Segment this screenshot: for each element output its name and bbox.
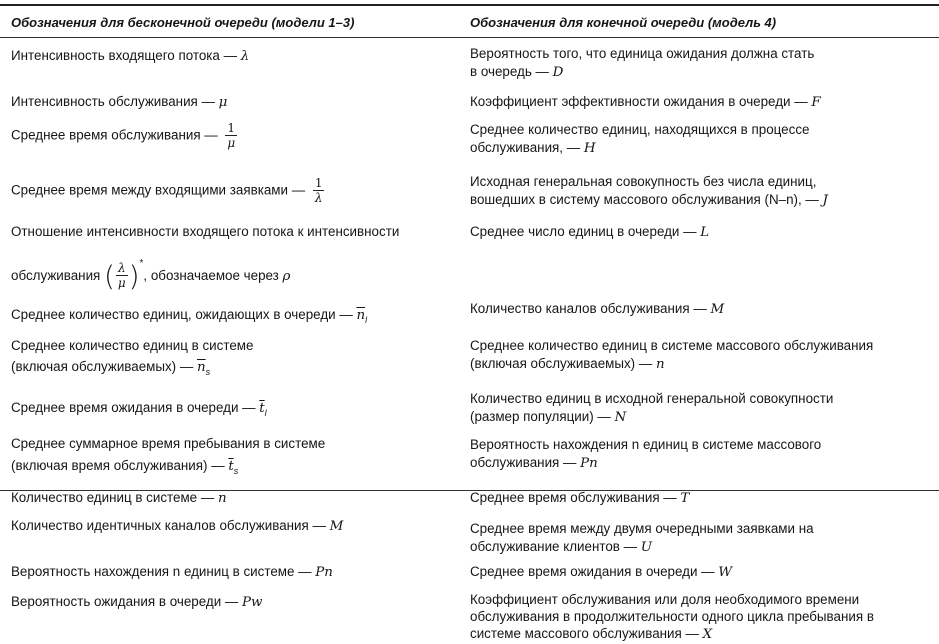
right-row-population-size-line2 xyxy=(470,408,626,427)
left-row-mean-system-units-line1: Среднее количество единиц в системе xyxy=(11,338,254,353)
row-label: (включая обслуживаемых) — xyxy=(470,356,656,371)
symbol: N xyxy=(614,410,627,425)
symbol: $\overline{n}$ xyxy=(356,308,366,323)
right-row-must-queue-line2 xyxy=(470,63,563,82)
right-row-interarrival-line2 xyxy=(470,538,652,557)
row-label: Среднее время между входящими заявками — xyxy=(11,182,309,198)
right-row-service-factor-line1: Коэффициент обслуживания или доля необходимого времени xyxy=(470,592,860,607)
row-label: обслуживание клиентов — xyxy=(470,539,641,554)
row-label: Среднее время ожидания в очереди — xyxy=(11,400,260,415)
symbol: Pw xyxy=(242,595,263,610)
symbol: W xyxy=(718,565,733,580)
row-label: Среднее число единиц в очереди — xyxy=(470,224,701,239)
left-row-mean-queue-wait xyxy=(11,399,267,422)
left-row-mean-system-units-line2 xyxy=(11,358,210,381)
fraction xyxy=(225,122,237,150)
subscript: s xyxy=(205,367,211,377)
right-row-prob-n-units-line2 xyxy=(470,454,598,473)
left-row-interarrival-time xyxy=(11,177,328,205)
row-label: Среднее время обслуживания — xyxy=(470,490,681,505)
left-row-prob-n-units xyxy=(11,563,333,582)
right-row-population-remaining-line2 xyxy=(470,191,828,210)
left-row-utilization-line1: Отношение интенсивности входящего потока к интенсивности xyxy=(11,224,400,239)
right-row-units-in-service-line1: Среднее количество единиц, находящихся в процессе xyxy=(470,122,810,137)
symbol: U xyxy=(640,540,653,555)
symbol: μ xyxy=(218,95,228,110)
fraction-numerator: 1 xyxy=(227,121,236,135)
row-label: Количество единиц в системе — xyxy=(11,490,218,505)
symbol: ρ xyxy=(282,269,291,284)
symbol: $\overline{t}$ xyxy=(228,459,234,474)
right-row-mean-system-units-line1: Среднее количество единиц в системе массового обслуживания xyxy=(470,338,874,353)
row-label: Коэффициент эффективности ожидания в очереди — xyxy=(470,94,812,109)
right-row-population-remaining-line1: Исходная генеральная совокупность без числа единиц, xyxy=(470,174,817,189)
symbol: J xyxy=(822,193,828,208)
row-label: Количество каналов обслуживания — xyxy=(470,301,711,316)
row-label: , обозначаемое через xyxy=(143,268,283,283)
left-row-service-rate xyxy=(11,93,227,112)
row-label: Среднее количество единиц, ожидающих в очереди — xyxy=(11,307,357,322)
row-label: Количество идентичных каналов обслуживания — xyxy=(11,518,330,533)
right-row-service-factor-line2: обслуживания в продолжительности одного цикла пребывания в xyxy=(470,609,874,624)
right-row-mean-queue-units xyxy=(470,223,709,242)
symbol: λ xyxy=(240,49,250,64)
symbol: M xyxy=(329,519,344,534)
row-label: обслуживания, — xyxy=(470,140,584,155)
right-row-efficiency-factor xyxy=(470,93,821,112)
right-row-mean-service-time xyxy=(470,489,689,508)
row-label: Вероятность нахождения n единиц в системе — xyxy=(11,564,316,579)
symbol: n xyxy=(217,491,227,506)
left-row-mean-queue-units xyxy=(11,306,367,329)
symbol: $\overline{n}$ xyxy=(196,360,206,375)
subscript: l xyxy=(365,315,368,325)
right-row-units-in-service-line2 xyxy=(470,139,596,158)
right-row-mean-wait xyxy=(470,563,732,582)
symbol: Pn xyxy=(580,456,598,471)
fraction-denominator: μ xyxy=(117,276,126,291)
right-row-mean-system-units-line2 xyxy=(470,355,665,374)
row-label: в очередь — xyxy=(470,64,553,79)
symbol: X xyxy=(702,627,713,642)
left-row-arrival-rate xyxy=(11,47,249,66)
right-row-service-channels xyxy=(470,300,724,319)
left-row-mean-service-time xyxy=(11,122,241,150)
left-row-units-in-system xyxy=(11,489,227,508)
symbol: n xyxy=(655,357,665,372)
left-column-header: Обозначения для бесконечной очереди (модели 1–3) xyxy=(11,15,355,30)
fraction-numerator: 1 xyxy=(314,176,323,190)
symbol: F xyxy=(811,95,821,110)
right-row-prob-n-units-line1: Вероятность нахождения n единиц в системе массового xyxy=(470,437,822,452)
row-label: системе массового обслуживания — xyxy=(470,626,703,641)
row-label: Интенсивность обслуживания — xyxy=(11,94,219,109)
row-label: Вероятность ожидания в очереди — xyxy=(11,594,243,609)
symbol: T xyxy=(680,491,690,506)
symbol: H xyxy=(583,141,596,156)
subscript: s xyxy=(233,466,239,476)
symbol: Pn xyxy=(315,565,333,580)
left-row-utilization-line2 xyxy=(11,244,290,297)
row-label: (включая обслуживаемых) — xyxy=(11,359,197,374)
right-row-must-queue-line1: Вероятность того, что единица ожидания должна стать xyxy=(470,46,815,61)
fraction-denominator: λ xyxy=(314,191,323,205)
left-row-mean-total-time-line2 xyxy=(11,457,238,480)
row-label: Среднее время обслуживания — xyxy=(11,127,222,143)
fraction xyxy=(313,177,325,205)
table-top-rule xyxy=(0,4,939,6)
fraction xyxy=(116,262,128,290)
row-label: обслуживания xyxy=(11,268,105,283)
paren-open: ( xyxy=(104,259,115,293)
symbol: D xyxy=(552,65,564,80)
fraction-denominator: μ xyxy=(227,136,236,150)
left-row-mean-total-time-line1: Среднее суммарное время пребывания в системе xyxy=(11,436,326,451)
symbol: $\overline{t}$ xyxy=(259,401,265,416)
right-row-population-size-line1: Количество единиц в исходной генеральной совокупности xyxy=(470,391,834,406)
row-label: (включая время обслуживания) — xyxy=(11,458,229,473)
symbol: L xyxy=(700,225,710,240)
row-label: вошедших в систему массового обслуживания (N–n), — xyxy=(470,192,823,207)
footnote-star: * xyxy=(139,258,144,269)
fraction-numerator: λ xyxy=(117,261,126,276)
subscript: l xyxy=(264,408,267,418)
row-label: Интенсивность входящего потока — xyxy=(11,48,241,63)
row-label: (размер популяции) — xyxy=(470,409,615,424)
right-column-header: Обозначения для конечной очереди (модель 4) xyxy=(470,15,777,30)
row-label: обслуживания — xyxy=(470,455,581,470)
symbol: M xyxy=(710,302,725,317)
header-rule xyxy=(0,37,939,38)
left-row-service-channels xyxy=(11,517,343,536)
right-row-interarrival-line1: Среднее время между двумя очередными заявками на xyxy=(470,521,814,536)
row-label: Среднее время ожидания в очереди — xyxy=(470,564,719,579)
paren-close: ) xyxy=(128,259,140,293)
left-row-prob-wait xyxy=(11,593,263,612)
